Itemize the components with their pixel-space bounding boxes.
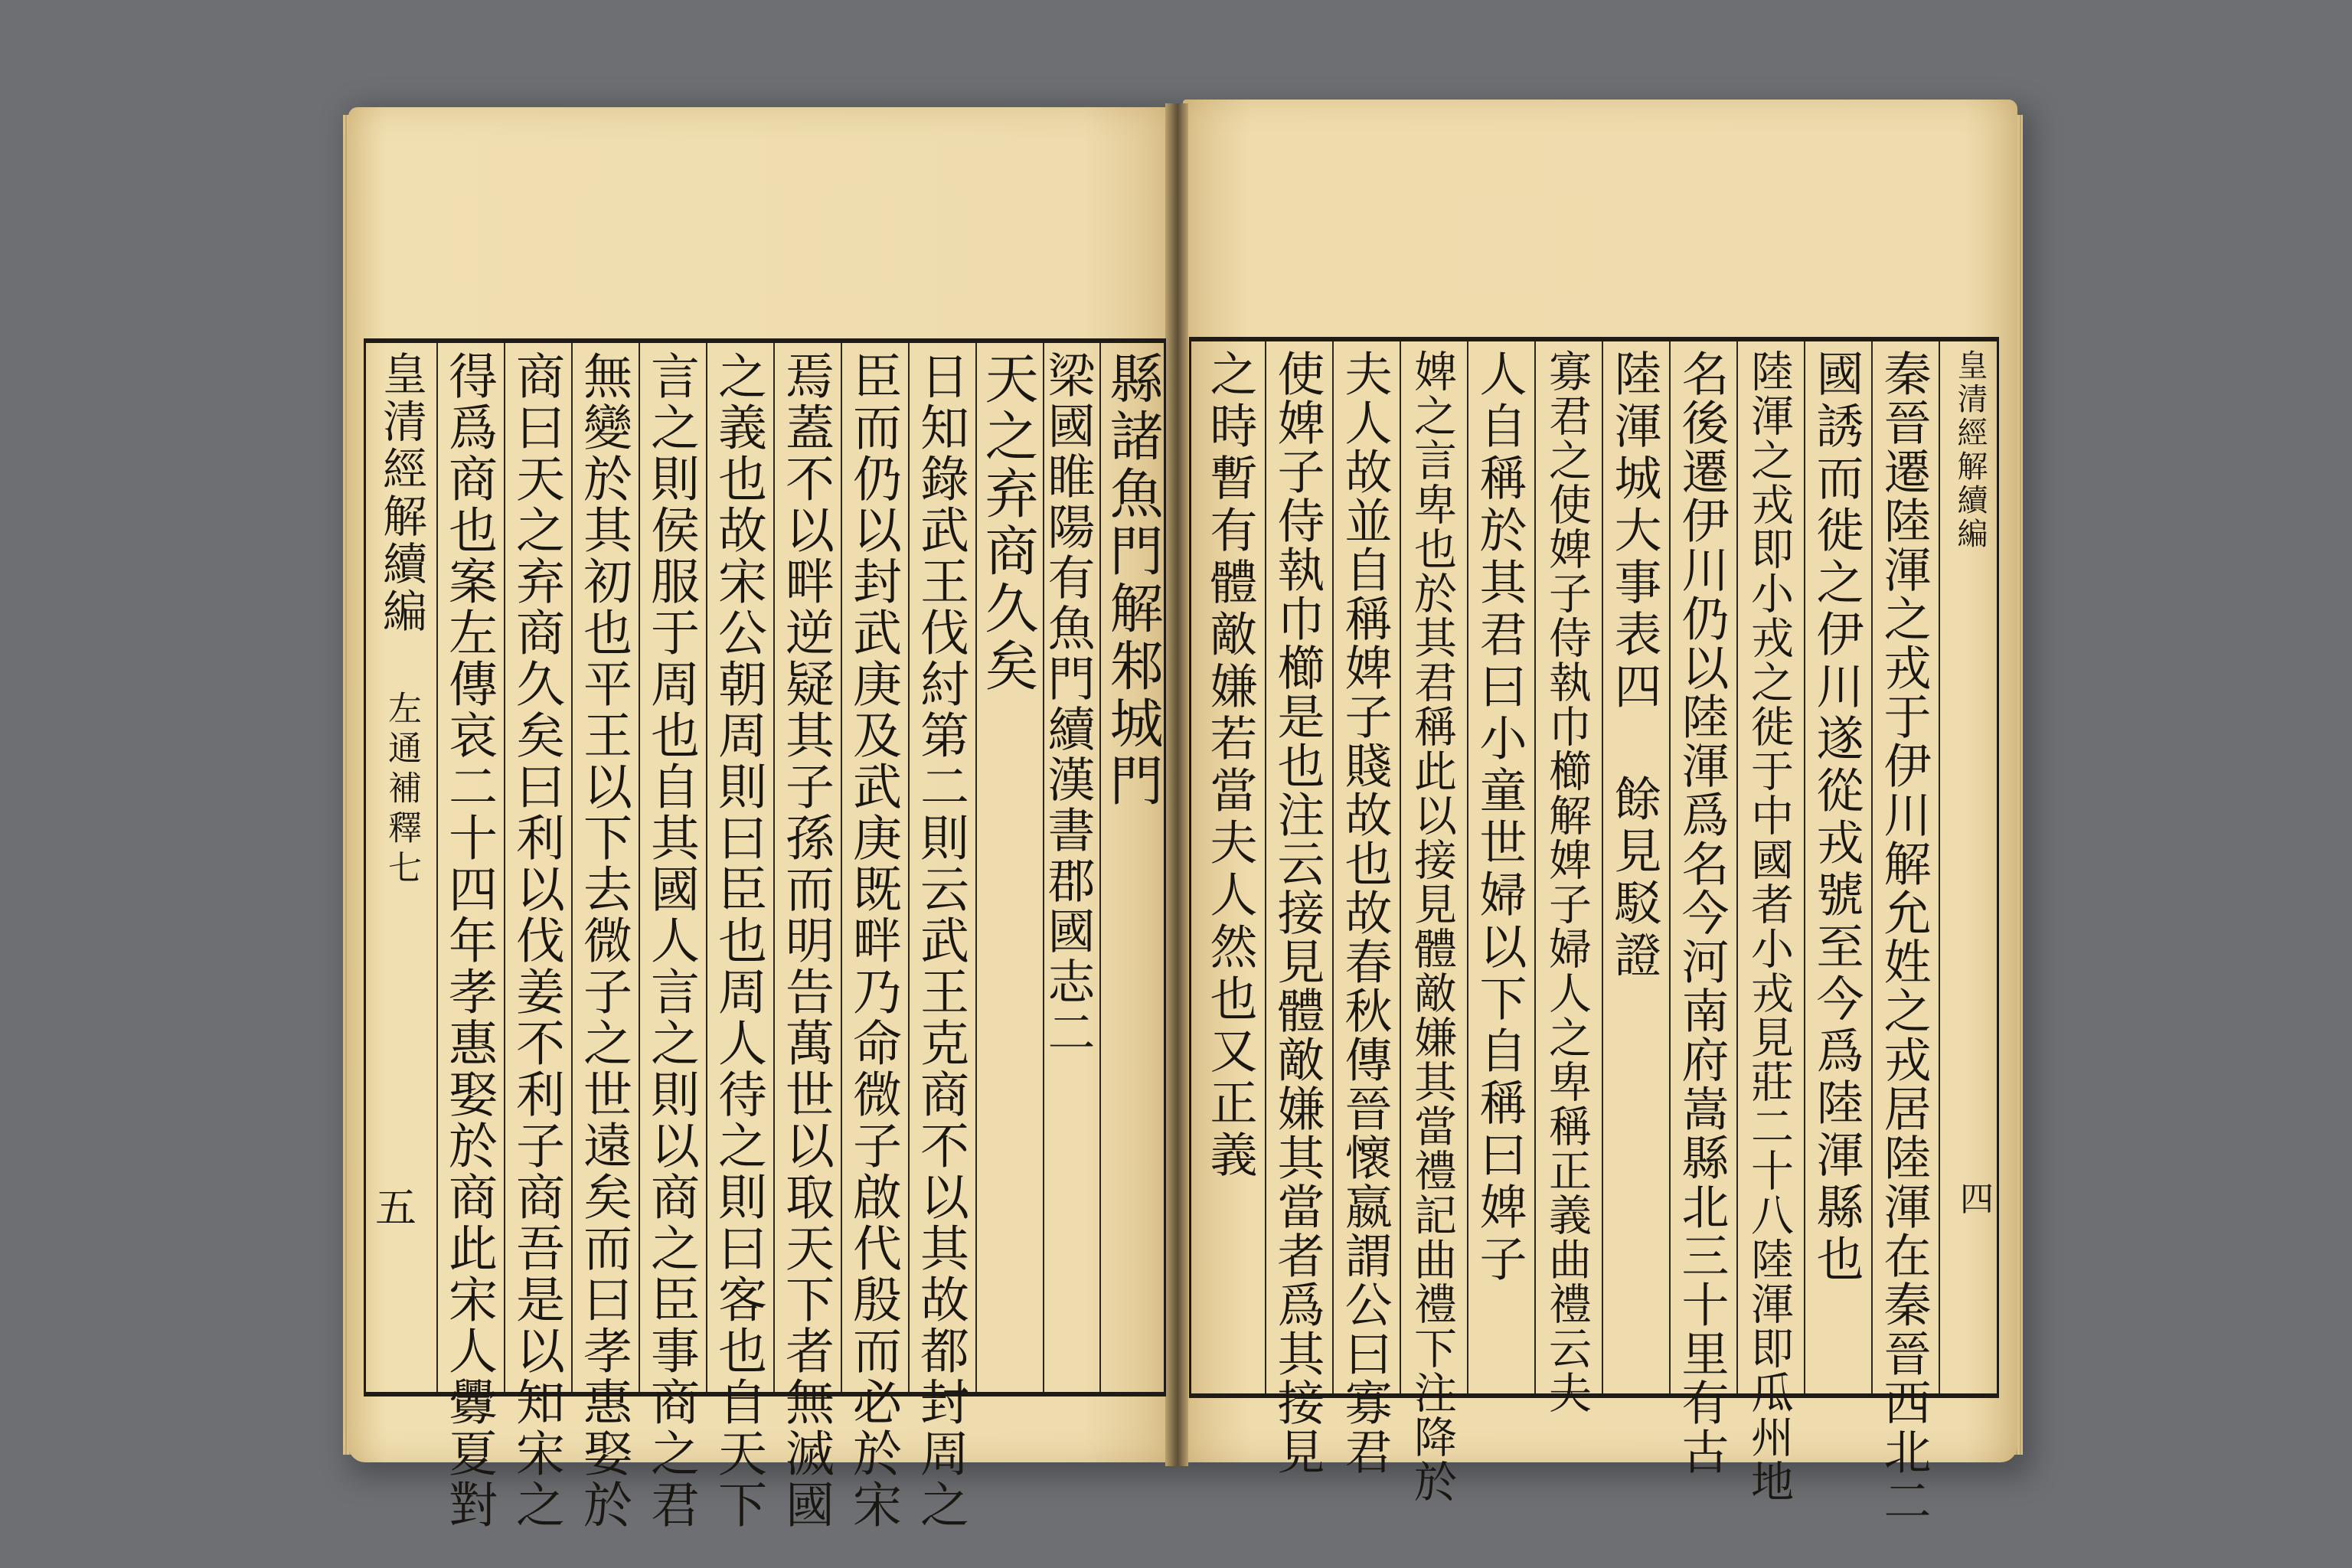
left-column-2: 梁國睢陽有魚門續漢書郡國志二 [1040,351,1096,1058]
right-column-8: 婢之言卑也於其君稱此以接見體敵嫌其當禮記曲禮下注降於 [1407,349,1457,1504]
left-chapter-title: 左通補釋七 [382,691,421,890]
left-column-6: 焉蓋不以畔逆疑其子孫而明告萬世以取天下者無滅國 [777,351,834,1530]
left-column-7: 之義也故宋公朝周則曰臣也周人待之則曰客也自天下 [710,351,766,1530]
left-column-1: 縣諸魚門解邾城門 [1101,351,1164,810]
left-book-title: 皇清經解續編 [375,351,427,635]
left-column-5: 臣而仍以封武庚及武庚既畔乃命微子啟代殷而必於宋 [844,351,901,1530]
right-column-9: 夫人故並自稱婢子賤故也故春秋傳晉懷嬴謂公曰寡君 [1337,349,1393,1476]
book-gutter [1165,103,1188,1466]
right-column-6: 寡君之使婢子侍執巾櫛解婢子婦人之卑稱正義曲禮云夫 [1542,349,1592,1415]
right-column-11: 之時暫有體敵嫌若當夫人然也又正義 [1202,349,1258,1182]
right-column-4: 名後遷伊川仍以陸渾爲名今河南府嵩縣北三十里有古 [1674,349,1730,1476]
left-text-frame [364,338,1166,1530]
left-column-9: 無變於其初也平王以下去微子之世遠矣而曰孝惠娶於 [575,351,632,1530]
left-column-4: 日知錄武王伐紂第二則云武王克商不以其故都封周之 [912,351,969,1530]
right-column-10: 使婢子侍執巾櫛是也注云接見體敵嫌其當者爲其接見 [1269,349,1325,1476]
left-page-number: 五 [375,1184,416,1232]
left-column-8: 言之則侯服于周也自其國人言之則以商之臣事商之君 [642,351,699,1530]
right-page-number: 四 [1960,1180,1994,1219]
right-margin-title: 皇清經解續編 [1952,349,1988,551]
right-text-frame [1189,337,1999,1525]
right-column-1: 秦晉遷陸渾之戎于伊川解允姓之戎居陸渾在秦晉西北二 [1876,349,1932,1525]
left-column-3: 天之弃商久矣 [976,351,1039,695]
right-column-5: 陸渾城大事表四 餘見駁證 [1606,349,1662,982]
right-column-2: 國誘而徙之伊川遂從戎號至今爲陸渾縣也 [1808,349,1864,1286]
left-column-11: 得爲商也案左傳哀二十四年孝惠娶於商此宋人釁夏對 [440,351,497,1530]
right-column-7: 人自稱於其君曰小童世婦以下自稱曰婢子 [1472,349,1527,1286]
right-column-3: 陸渾之戎即小戎之徙于中國者小戎見莊二十八陸渾即瓜州地 [1744,349,1794,1504]
left-column-10: 商曰天之弃商久矣曰利以伐姜不利子商吾是以知宋之 [508,351,564,1530]
